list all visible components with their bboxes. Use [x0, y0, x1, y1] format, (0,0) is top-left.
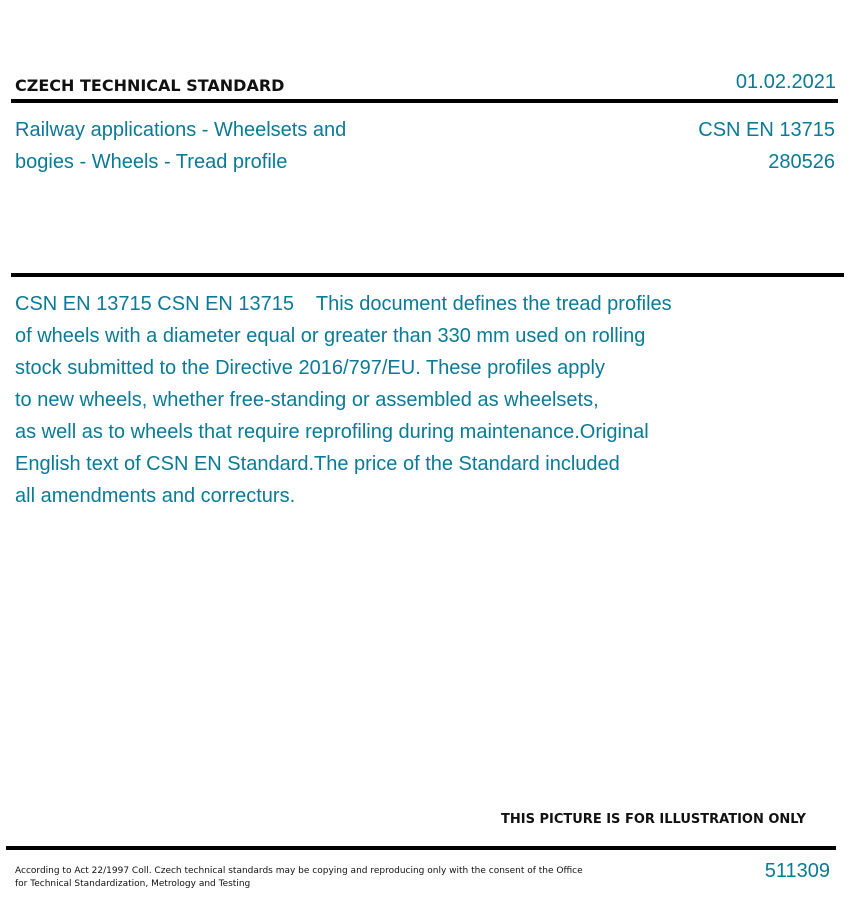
description-line: English text of CSN EN Standard.The price of the Standard included: [15, 453, 620, 475]
description-line: as well as to wheels that require reprofiling during maintenance.Original: [15, 421, 649, 443]
header-divider: [11, 99, 838, 103]
legal-notice: [15, 865, 583, 891]
description-line: all amendments and correcturs.: [15, 485, 296, 507]
description-line: CSN EN 13715 CSN EN 13715 This document defines the tread profiles: [15, 293, 672, 315]
document-number: 511309: [764, 860, 830, 882]
standard-title: [15, 114, 415, 178]
legal-line: According to Act 22/1997 Coll. Czech technical standards may be copying and reproducing only with the consent of the Office: [15, 866, 583, 876]
standard-type-label: CZECH TECHNICAL STANDARD: [15, 76, 285, 95]
description-line: to new wheels, whether free-standing or assembled as wheelsets,: [15, 389, 599, 411]
class-number: 280526: [768, 151, 835, 173]
description-line: of wheels with a diameter equal or greater than 330 mm used on rolling: [15, 325, 646, 347]
publication-date: 01.02.2021: [735, 71, 836, 93]
section-divider: [11, 273, 844, 277]
description-line: stock submitted to the Directive 2016/797/EU. These profiles apply: [15, 357, 605, 379]
footer-divider: [6, 846, 836, 850]
illustration-disclaimer: THIS PICTURE IS FOR ILLUSTRATION ONLY: [501, 812, 806, 827]
legal-line: for Technical Standardization, Metrology and Testing: [15, 879, 251, 889]
title-line: Railway applications - Wheelsets and: [15, 119, 347, 141]
standard-identifiers: [698, 114, 835, 178]
standard-code: CSN EN 13715: [698, 119, 835, 141]
standard-description: [15, 288, 735, 512]
title-line: bogies - Wheels - Tread profile: [15, 151, 288, 173]
